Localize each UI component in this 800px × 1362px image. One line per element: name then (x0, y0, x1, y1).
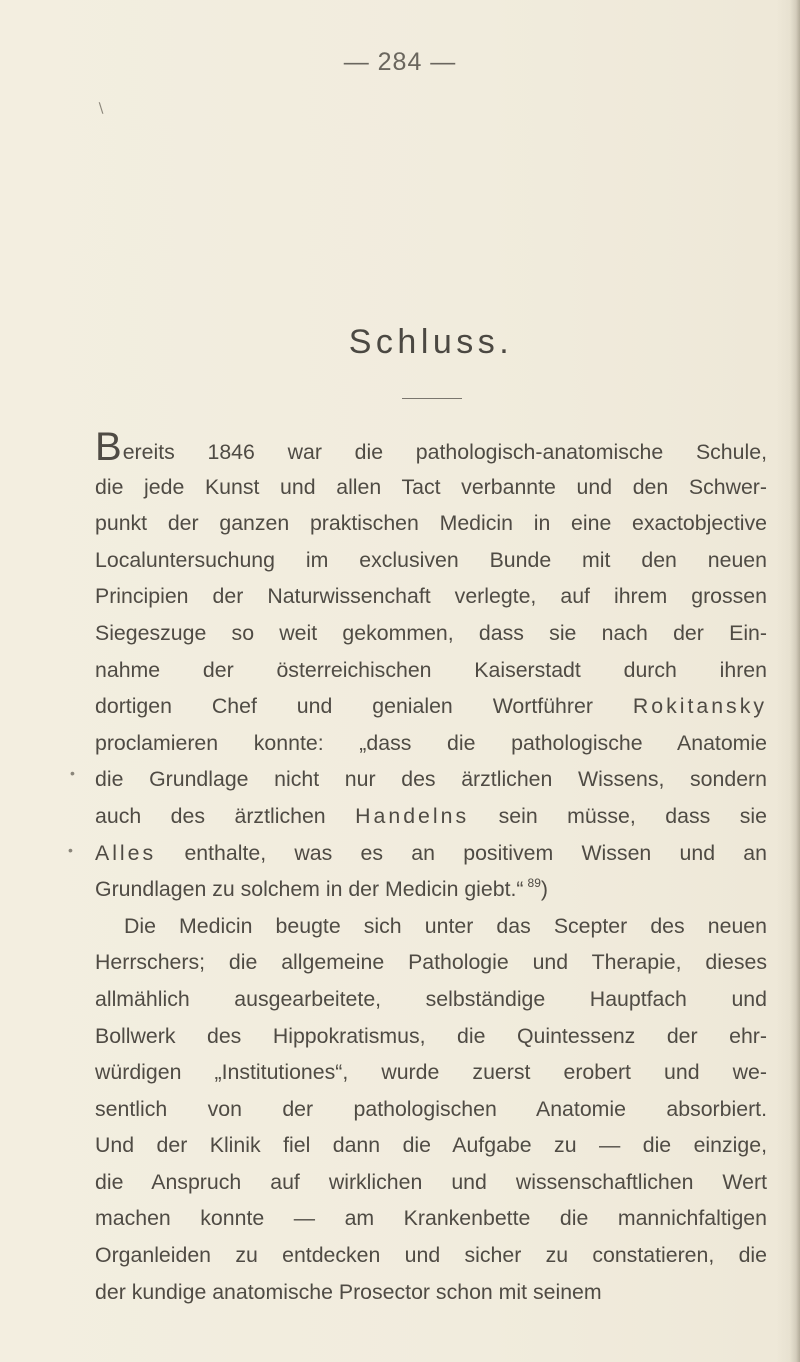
text-line: würdigen „Institutiones“, wurde zuerst erobert und we- (95, 1060, 767, 1085)
text-line: Organleiden zu entdecken und sicher zu constatieren, die (95, 1243, 767, 1268)
paper-speck: • (70, 765, 75, 781)
paper-speck: • (68, 842, 73, 858)
text-line: Herrschers; die allgemeine Pathologie und Therapie, dieses (95, 950, 767, 975)
emphasized-word: Alles (95, 840, 157, 865)
text-line: der kundige anatomische Prosector schon mit seinem (95, 1279, 602, 1304)
footnote-paren: ) (540, 877, 548, 902)
page-number: — 284 — (343, 48, 457, 76)
text-line: Die Medicin beugte sich unter das Scepter des neuen (124, 913, 767, 938)
paper-speck: ∖ (96, 100, 105, 116)
text-line: allmählich ausgearbeitete, selbständige Hauptfach und (95, 986, 767, 1011)
page-edge-shadow (790, 0, 800, 1362)
text-line: proclamieren konnte: „dass die pathologische Anatomie (95, 730, 767, 755)
drop-cap: B (95, 425, 122, 469)
text-line-content: ereits 1846 war die pathologisch-anatomische Schule, (122, 440, 767, 464)
text-line (95, 688, 767, 725)
text-line (95, 835, 767, 872)
text-segment: Grundlagen zu solchem in der Medicin giebt.“ (95, 877, 524, 902)
text-segment: dortigen Chef und genialen Wortführer (95, 694, 593, 719)
text-line: die Grundlage nicht nur des ärztlichen Wissens, sondern (95, 767, 767, 792)
text-line: punkt der ganzen praktischen Medicin in eine exactobjective (95, 511, 767, 536)
emphasized-name: Rokitansky (632, 694, 767, 719)
body-text (95, 425, 768, 1310)
text-line: Siegeszuge so weit gekommen, dass sie nach der Ein- (95, 620, 767, 645)
chapter-title: Schluss. (348, 323, 514, 361)
text-line: Bollwerk des Hippokratismus, die Quintessenz der ehr- (95, 1023, 767, 1048)
text-line: Localuntersuchung im exclusiven Bunde mit den neuen (95, 547, 767, 572)
emphasized-word: Handelns (355, 803, 470, 828)
text-line: machen konnte — am Krankenbette die mannichfaltigen (95, 1206, 767, 1231)
text-line (95, 425, 767, 469)
footnote-marker: 89 (527, 876, 541, 891)
text-line: die jede Kunst und allen Tact verbannte und den Schwer- (95, 474, 767, 499)
title-divider (402, 398, 462, 399)
text-line: Principien der Naturwissenchaft verlegte, auf ihrem grossen (95, 584, 767, 609)
text-line (95, 871, 767, 908)
text-line: Und der Klinik fiel dann die Aufgabe zu — die einzige, (95, 1133, 767, 1158)
text-line: nahme der österreichischen Kaiserstadt durch ihren (95, 657, 767, 682)
text-line: die Anspruch auf wirklichen und wissenschaftlichen Wert (95, 1169, 767, 1194)
text-segment: enthalte, was es an positivem Wissen und an (184, 840, 767, 865)
text-segment: auch des ärztlichen (95, 803, 326, 828)
text-segment: sein müsse, dass sie (498, 803, 768, 828)
text-line: sentlich von der pathologischen Anatomie absorbiert. (95, 1096, 767, 1121)
text-line (95, 798, 767, 835)
